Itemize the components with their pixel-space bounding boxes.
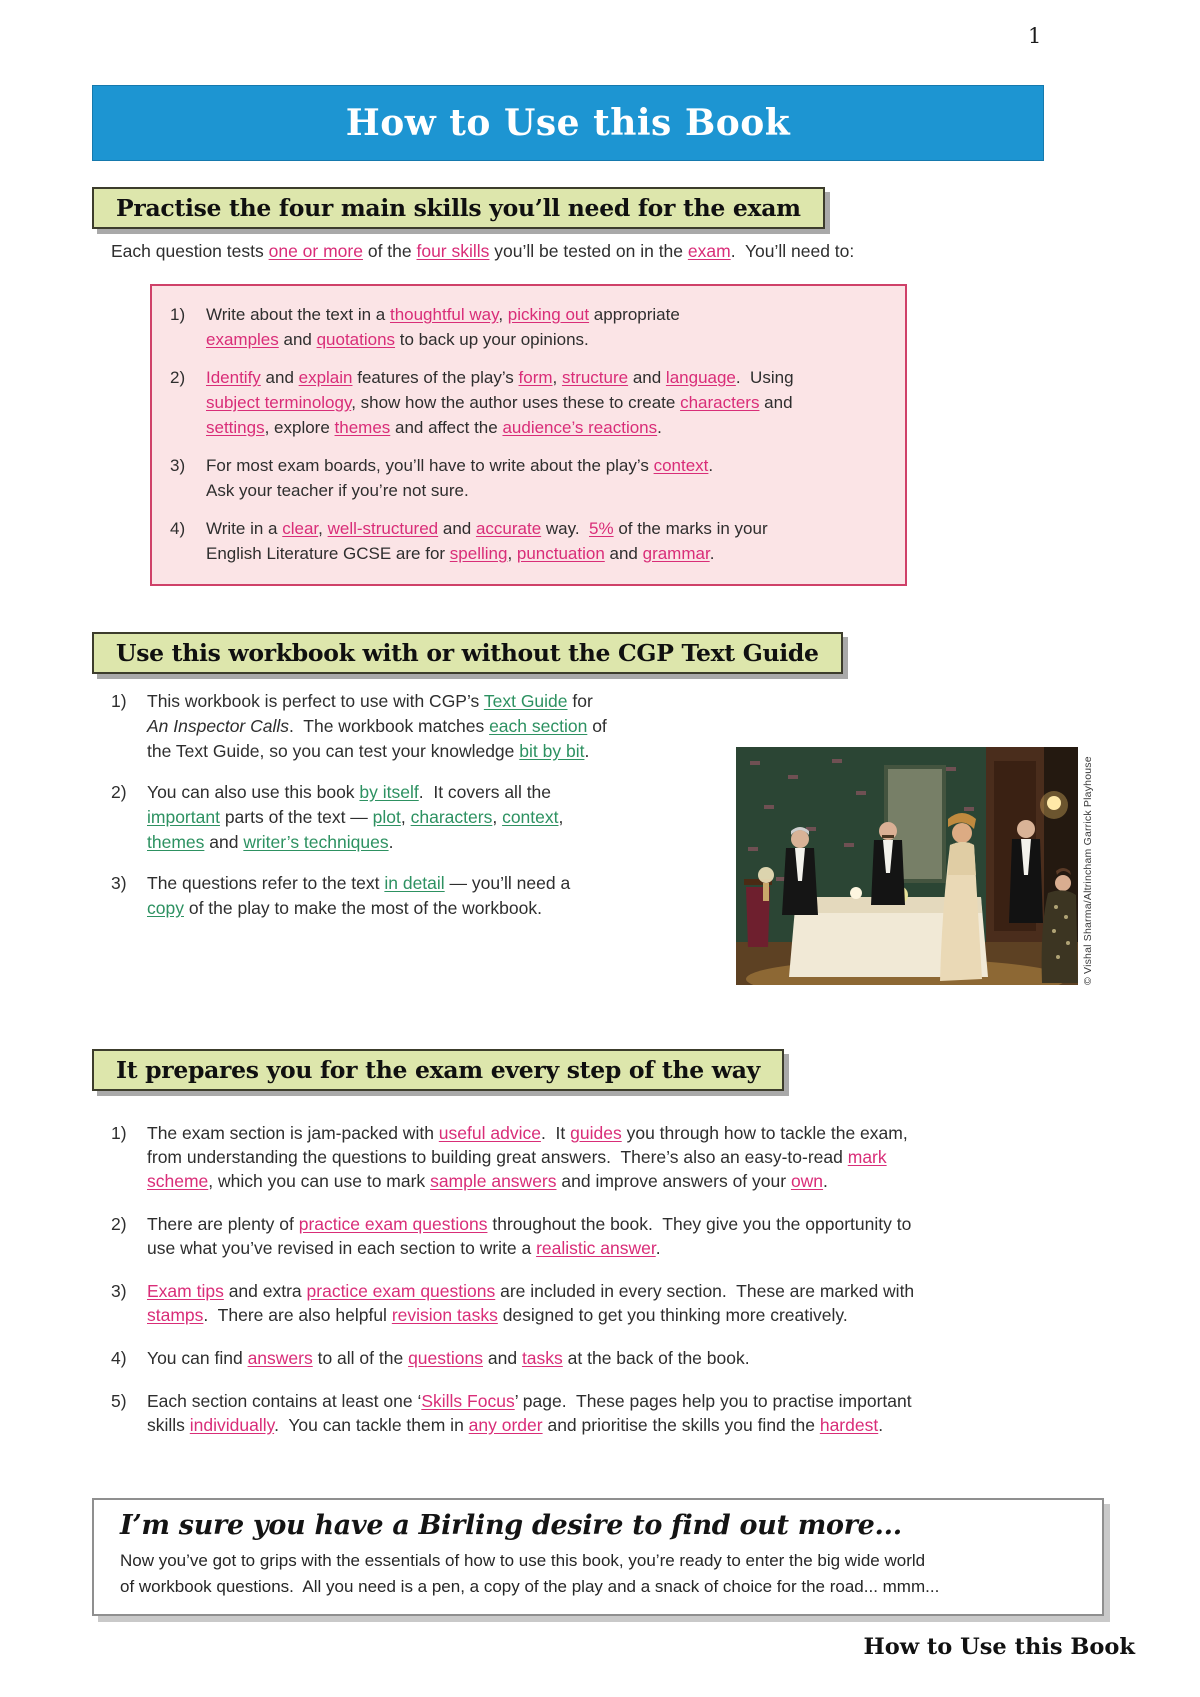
list-item	[111, 1346, 1111, 1370]
list-item	[170, 516, 887, 566]
list-item	[111, 1121, 1111, 1193]
outro-body: Now you’ve got to grips with the essentials of how to use this book, you’re ready to enter the big wide world of workbook questions. All you need is a pen, a copy of the play and a snack of choice for the road... mmm...	[120, 1551, 940, 1596]
item-text: There are plenty of practice exam questions throughout the book. They give you the opportunity to use what you’ve revised in each section to write a realistic answer.	[147, 1214, 912, 1258]
list-item	[111, 780, 731, 855]
intro-paragraph: Each question tests one or more of the four skills you’ll be tested on in the exam. You’ll need to:	[111, 241, 855, 261]
photo-credit: © Vishal Sharma/Altrincham Garrick Playhouse	[1082, 756, 1094, 985]
item-number: 3)	[111, 873, 127, 893]
title-banner	[92, 85, 1044, 161]
page-number: 1	[1028, 24, 1042, 48]
workbook-list	[111, 689, 731, 921]
item-number: 4)	[170, 519, 186, 538]
item-number: 5)	[111, 1391, 127, 1411]
item-number: 2)	[111, 1214, 127, 1234]
outro-title: I’m sure you have a Birling desire to find out more...	[120, 1510, 902, 1541]
list-item	[111, 871, 731, 921]
section-header-workbook: Use this workbook with or without the CGP Text Guide	[92, 632, 843, 674]
list-item	[111, 689, 731, 764]
item-text: Exam tips and extra practice exam questions are included in every section. These are marked with stamps. There are also helpful revision tasks designed to get you thinking more creatively.	[147, 1281, 915, 1325]
item-text: For most exam boards, you’ll have to write about the play’s context. Ask your teacher if you’re not sure.	[206, 456, 714, 500]
item-number: 2)	[170, 368, 186, 387]
item-number: 2)	[111, 782, 127, 802]
list-item	[111, 1389, 1111, 1437]
page-title: How to Use this Book	[345, 102, 791, 144]
production-photo	[736, 747, 1078, 985]
footer-title: How to Use this Book	[863, 1634, 1135, 1660]
list-item	[170, 453, 887, 503]
item-text: You can find answers to all of the questions and tasks at the back of the book.	[147, 1348, 750, 1368]
item-text: The questions refer to the text in detail — you’ll need a copy of the play to make the most of the workbook.	[147, 873, 571, 918]
skills-box	[150, 284, 907, 586]
list-item	[111, 1212, 1111, 1260]
item-number: 1)	[111, 1123, 127, 1143]
item-number: 1)	[111, 691, 127, 711]
item-text: The exam section is jam-packed with useful advice. It guides you through how to tackle the exam, from understanding the questions to building great answers. There’s also an easy-to-read mark scheme, which you can use to mark sample answers and improve answers of your own.	[147, 1123, 908, 1191]
item-text: You can also use this book by itself. It covers all the important parts of the text — plot, characters, context, themes and writer’s techniques.	[147, 782, 564, 852]
item-number: 1)	[170, 305, 186, 324]
item-text: Identify and explain features of the play’s form, structure and language. Using subject terminology, show how the author uses these to create characters and settings, explore themes and affect the audience’s reactions.	[206, 368, 794, 437]
item-text: Write about the text in a thoughtful way, picking out appropriate examples and quotations to back up your opinions.	[206, 305, 680, 349]
item-text: Each section contains at least one ‘Skills Focus’ page. These pages help you to practise important skills individually. You can tackle them in any order and prioritise the skills you find the hardest.	[147, 1391, 912, 1435]
item-number: 3)	[170, 456, 186, 475]
item-number: 3)	[111, 1281, 127, 1301]
section-header-skills: Practise the four main skills you’ll need for the exam	[92, 187, 825, 229]
item-number: 4)	[111, 1348, 127, 1368]
item-text: This workbook is perfect to use with CGP’s Text Guide for An Inspector Calls. The workbook matches each section of the Text Guide, so you can test your knowledge bit by bit.	[147, 691, 607, 761]
list-item	[170, 365, 887, 440]
list-item	[170, 302, 887, 352]
list-item	[111, 1279, 1111, 1327]
outro-box	[92, 1498, 1104, 1616]
exam-list	[111, 1121, 1111, 1437]
section-header-exam: It prepares you for the exam every step of the way	[92, 1049, 784, 1091]
item-text: Write in a clear, well-structured and accurate way. 5% of the marks in your English Literature GCSE are for spelling, punctuation and grammar.	[206, 519, 768, 563]
